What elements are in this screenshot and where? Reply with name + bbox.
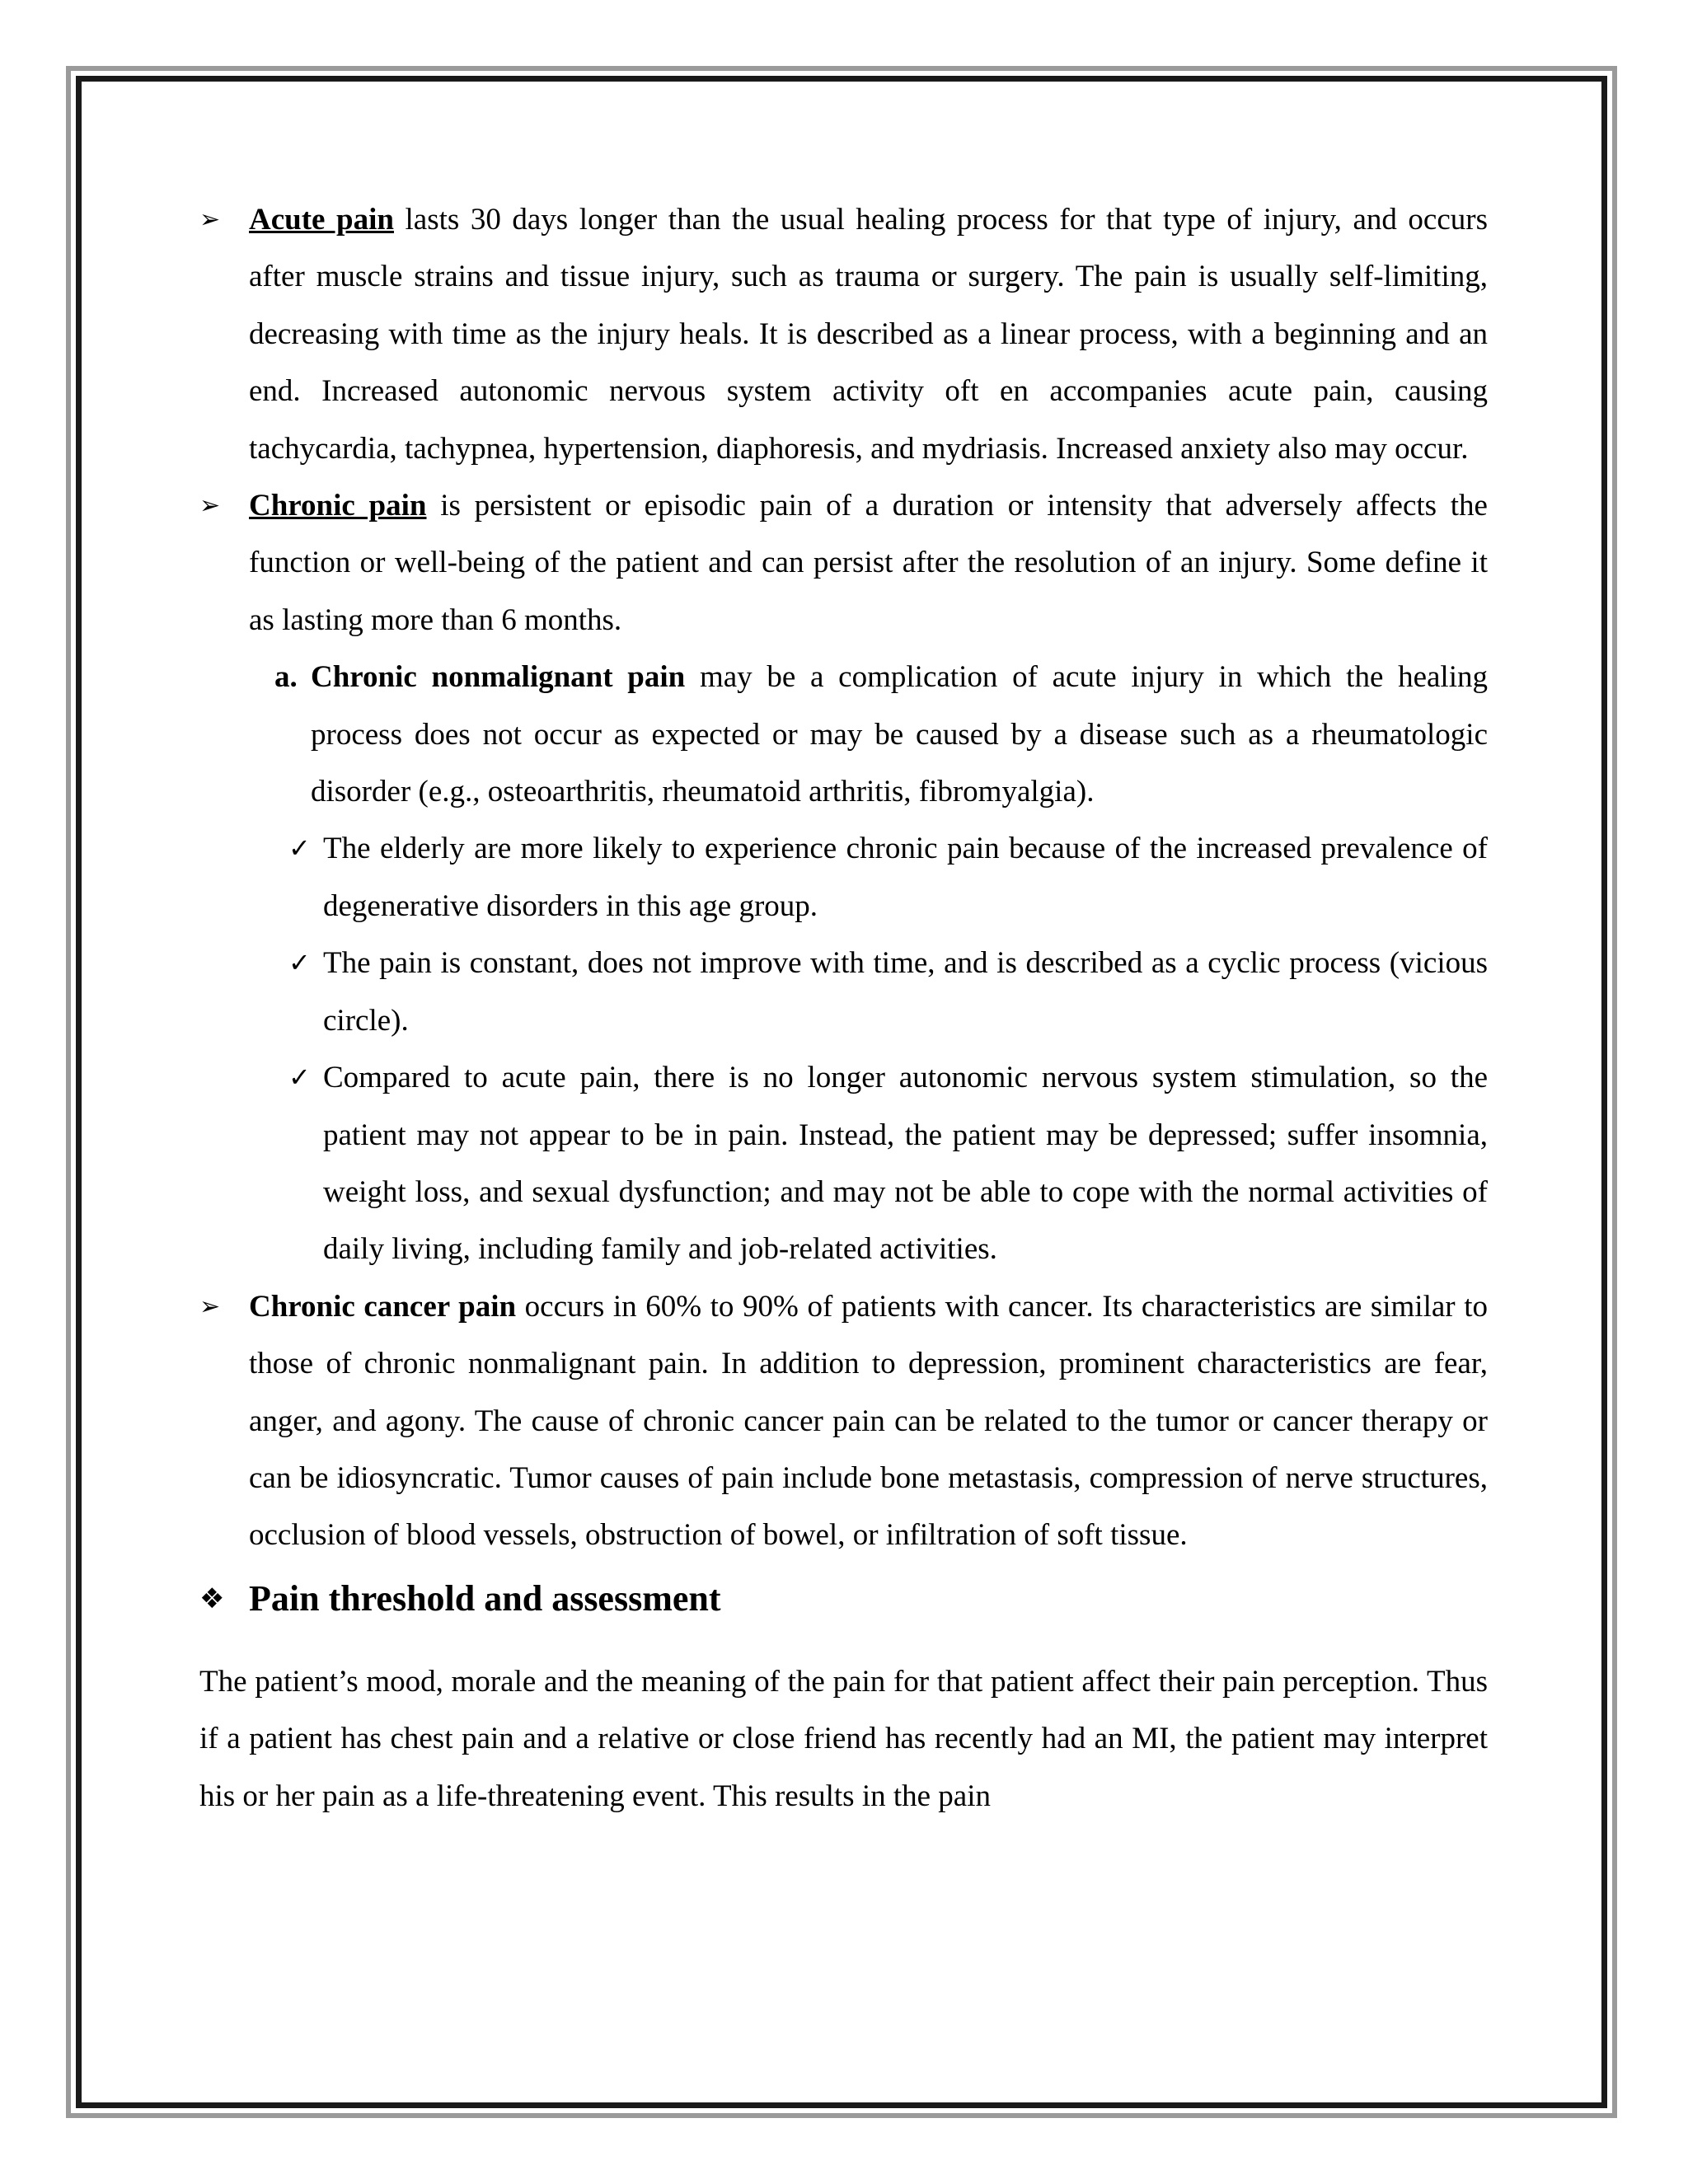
cancer-pain-item	[199, 1278, 1488, 1564]
check-item-constant	[274, 935, 1488, 1049]
arrow-bullet-icon: ➢	[199, 1291, 221, 1321]
chronic-pain-term: Chronic pain	[249, 489, 427, 523]
cancer-pain-term: Chronic cancer pain	[249, 1289, 517, 1324]
acute-pain-item	[199, 191, 1488, 477]
section-paragraph: The patient’s mood, morale and the meaning of the pain for that patient affect their pain perception. Thus if a patient has chest pain and a relative or close friend has recently had an MI, the patient may interpret his or her pain as a life-threatening event. This results in the pain	[199, 1664, 1488, 1813]
checkmark-icon: ✓	[288, 947, 311, 979]
check-item-elderly	[274, 820, 1488, 935]
acute-pain-term: Acute pain	[249, 203, 394, 237]
checkmark-icon: ✓	[288, 1062, 311, 1094]
arrow-bullet-icon: ➢	[199, 205, 221, 234]
chronic-pain-text: is persistent or episodic pain of a duration or intensity that adversely affects the function or well-being of the patient and can persist after the resolution of an injury. Some define it as lasting more than 6 months.	[249, 489, 1488, 637]
acute-pain-text: lasts 30 days longer than the usual healing process for that type of injury, and occurs after muscle strains and tissue injury, such as trauma or surgery. The pain is usually self-limiting, decreasing with time as the injury heals. It is described as a linear process, with a beginning and an end. Increased autonomic nervous system activity oft en accompanies acute pain, causing tachycardia, tachypnea, hypertension, diaphoresis, and mydriasis. Increased anxiety also may occur.	[249, 203, 1488, 466]
check-item-text: Compared to acute pain, there is no longer autonomic nervous system stimulation, so the patient may not appear to be in pain. Instead, the patient may be depressed; suffer insomnia, weight loss, and sexual dysfunction; and may not be able to cope with the normal activities of daily living, including family and job-related activities.	[323, 1061, 1488, 1267]
nonmalignant-pain-item	[261, 649, 1488, 820]
nonmalignant-pain-term: Chronic nonmalignant pain	[311, 660, 686, 695]
checkmark-icon: ✓	[288, 832, 311, 865]
list-marker-a: a.	[274, 660, 298, 695]
arrow-bullet-icon: ➢	[199, 491, 221, 521]
page-content	[199, 191, 1488, 1825]
cancer-pain-text: occurs in 60% to 90% of patients with cancer. Its characteristics are similar to those of chronic nonmalignant pain. In addition to depression, prominent characteristics are fear, anger, and agony. The cause of chronic cancer pain can be related to the tumor or cancer therapy or can be idiosyncratic. Tumor causes of pain include bone metastasis, compression of nerve structures, occlusion of blood vessels, obstruction of bowel, or infiltration of soft tissue.	[249, 1289, 1488, 1553]
check-item-compared	[274, 1049, 1488, 1278]
section-heading	[199, 1569, 1488, 1629]
section-heading-text: Pain threshold and assessment	[249, 1577, 721, 1619]
check-item-text: The pain is constant, does not improve with time, and is described as a cyclic process (vicious circle).	[323, 946, 1488, 1038]
chronic-pain-item	[199, 477, 1488, 649]
diamond-bullet-icon: ❖	[199, 1582, 225, 1615]
check-item-text: The elderly are more likely to experience chronic pain because of the increased prevalence of degenerative disorders in this age group.	[323, 832, 1488, 923]
nonmalignant-pain-text: may be a complication of acute injury in which the healing process does not occur as expected or may be caused by a disease such as a rheumatologic disorder (e.g., osteoarthritis, rheumatoid arthritis, fibromyalgia).	[311, 660, 1488, 809]
